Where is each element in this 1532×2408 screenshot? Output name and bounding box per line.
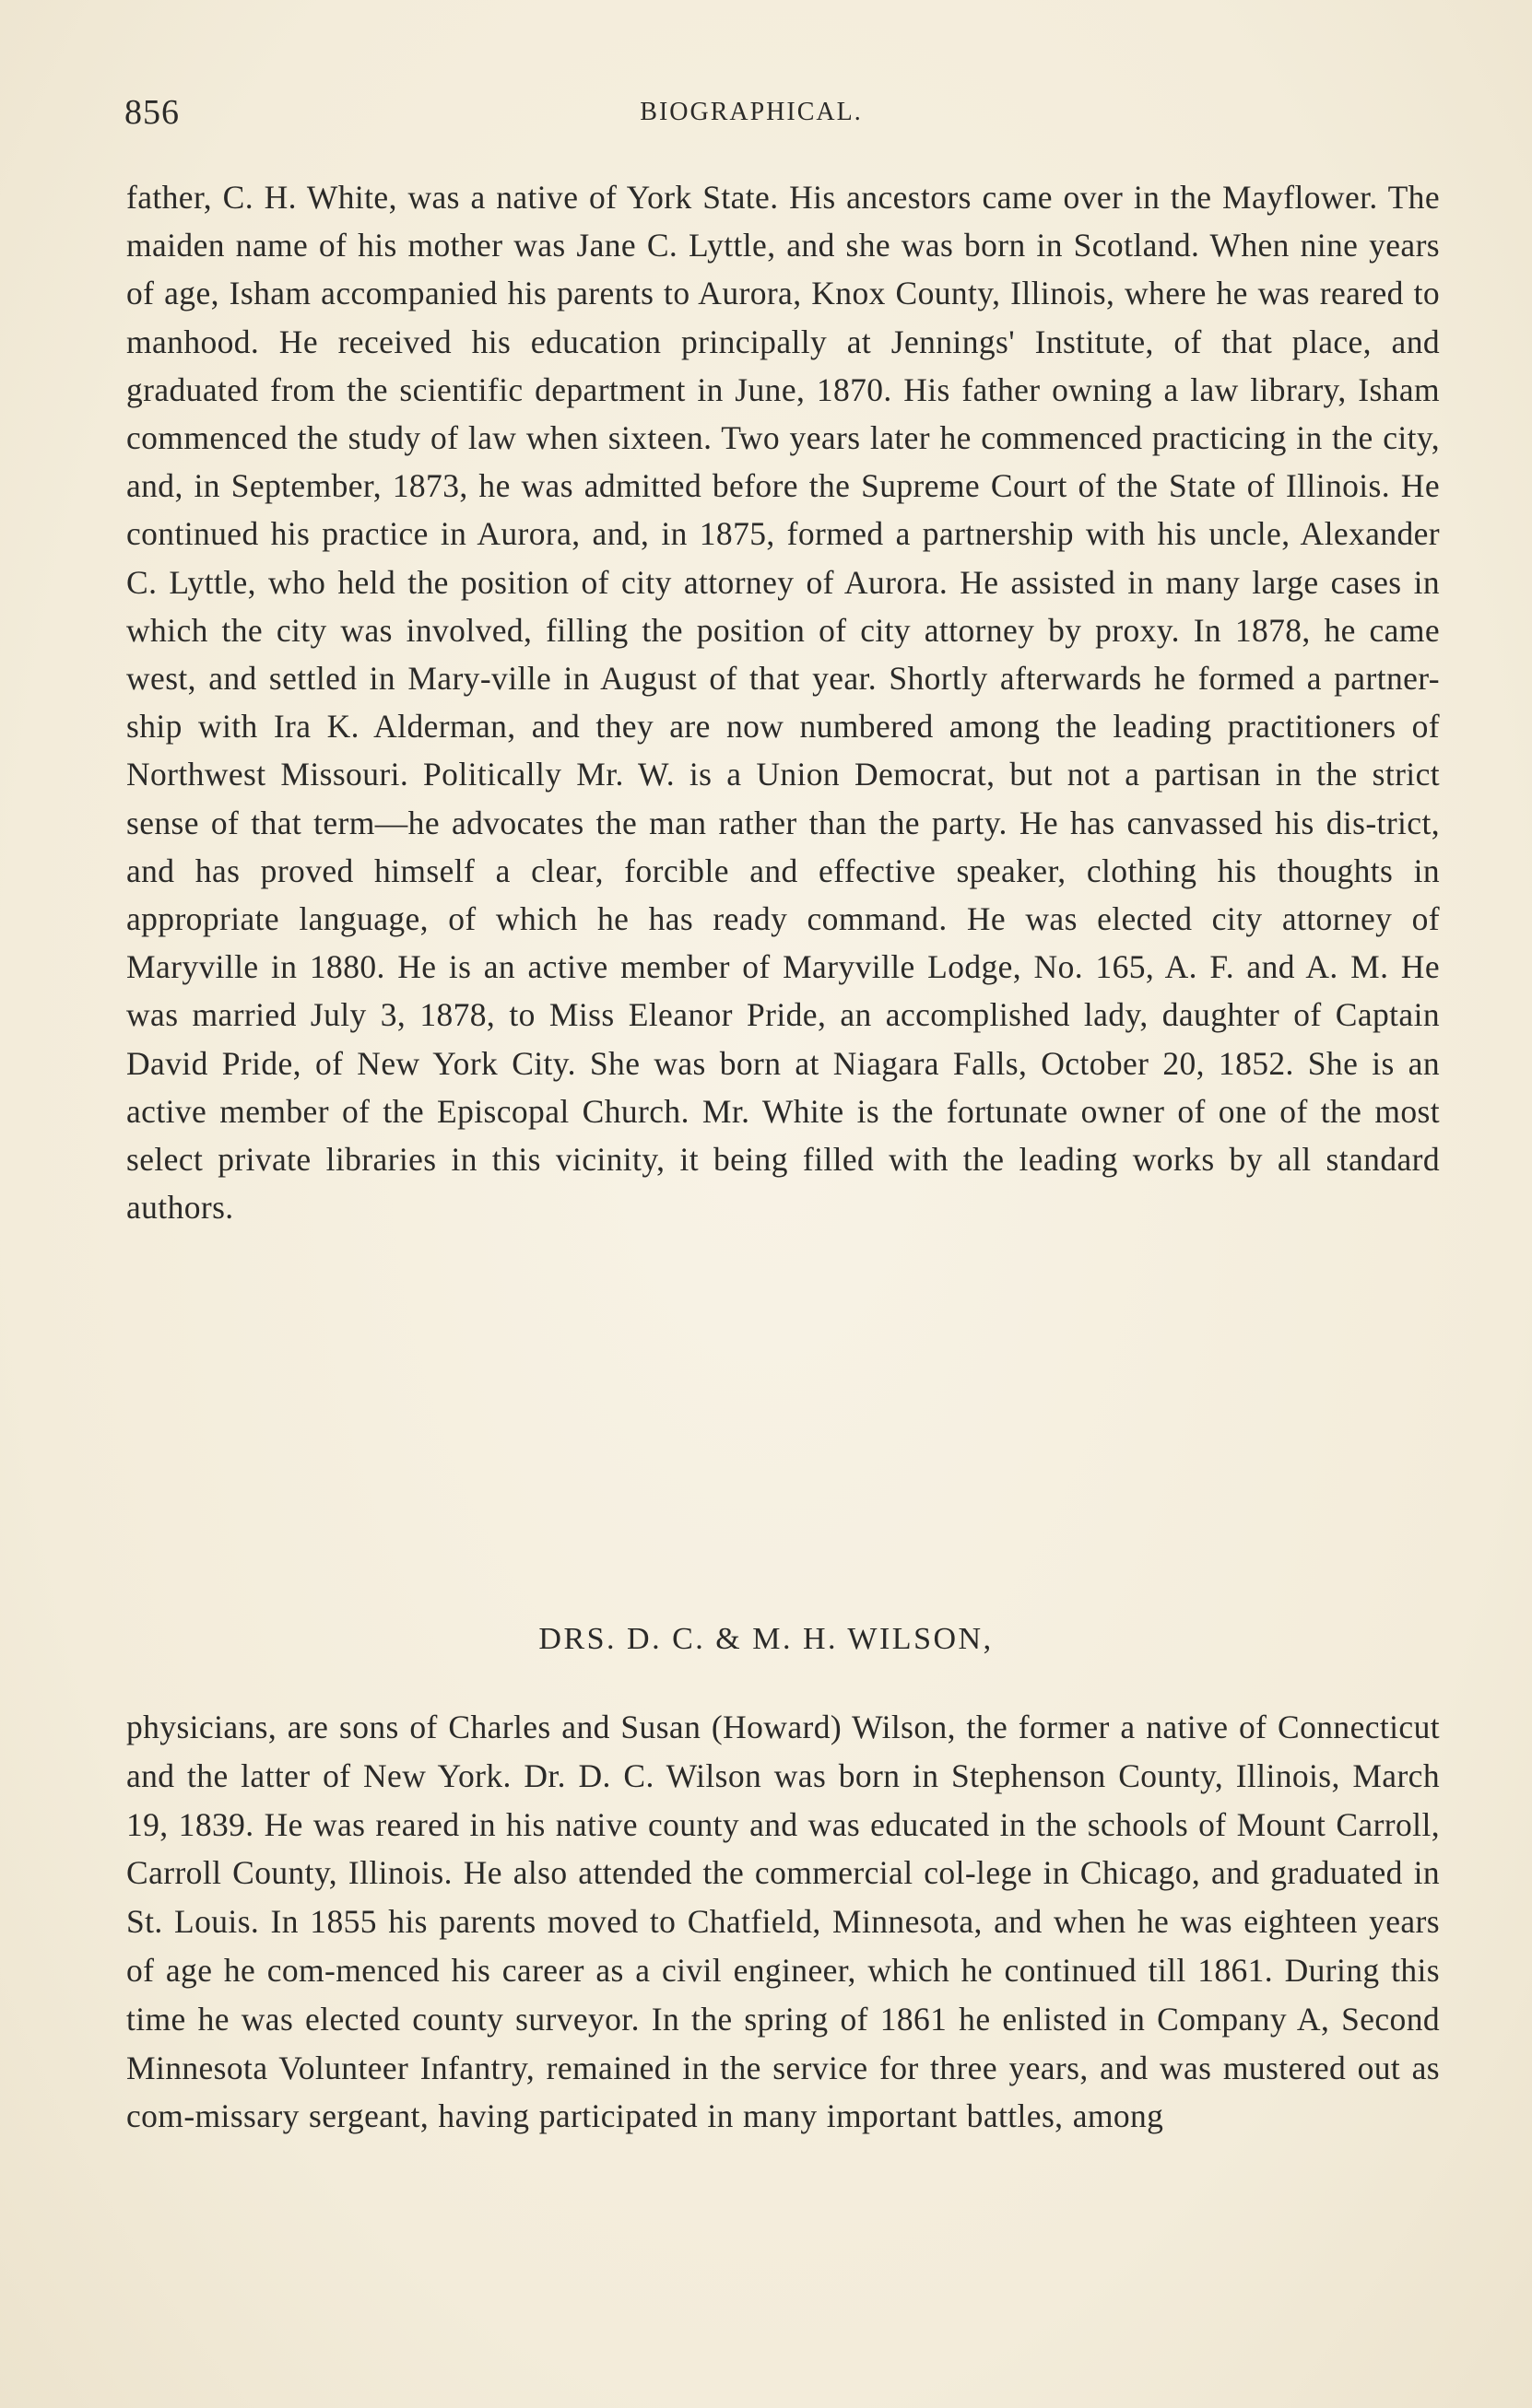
running-head: BIOGRAPHICAL. [640,98,863,126]
page-number: 856 [124,93,180,132]
biography-paragraph-wilson: physicians, are sons of Charles and Susan (Howard) Wilson, the former a native of Connecticut and the latter of New York. Dr. D. C. Wilson was born in Stephenson County, Illinois, March 19, 1839. He was reared in his native county and was educated in the schools of Mount Carroll, Carroll County, Illinois. He also attended the commercial col-lege in Chicago, and graduated in St. Louis. In 1855 his parents moved to Chatfield, Minnesota, and when he was eighteen years of age he com-menced his career as a civil engineer, which he continued till 1861. During this time he was elected county surveyor. In the spring of 1861 he enlisted in Company A, Second Minnesota Volunteer Infantry, remained in the service for three years, and was mustered out as com-missary sergeant, having participated in many important battles, among [126,1709,1440,2135]
biography-paragraph-white: father, C. H. White, was a native of York State. His ancestors came over in the Mayflower. The maiden name of his mother was Jane C. Lyttle, and she was born in Scotland. When nine years of age, Isham accompanied his parents to Aurora, Knox County, Illinois, where he was reared to manhood. He received his education principally at Jennings' Institute, of that place, and graduated from the scientific department in June, 1870. His father owning a law library, Isham commenced the study of law when sixteen. Two years later he commenced practicing in the city, and, in September, 1873, he was admitted before the Supreme Court of the State of Illinois. He continued his practice in Aurora, and, in 1875, formed a partnership with his uncle, Alexander C. Lyttle, who held the position of city attorney of Aurora. He assisted in many large cases in which the city was involved, filling the position of city attorney by proxy. In 1878, he came west, and settled in Mary-ville in August of that year. Shortly afterwards he formed a partner-ship with Ira K. Alderman, and they are now numbered among the leading practitioners of Northwest Missouri. Politically Mr. W. is a Union Democrat, but not a partisan in the strict sense of that term—he advocates the man rather than the party. He has canvassed his dis-trict, and has proved himself a clear, forcible and effective speaker, clothing his thoughts in appropriate language, of which he has ready command. He was elected city attorney of Maryville in 1880. He is an active member of Maryville Lodge, No. 165, A. F. and A. M. He was married July 3, 1878, to Miss Eleanor Pride, an accomplished lady, daughter of Captain David Pride, of New York City. She was born at Niagara Falls, October 20, 1852. She is an active member of the Episcopal Church. Mr. White is the fortunate owner of one of the most select private libraries in this vicinity, it being filled with the leading works by all standard authors. [126,179,1440,1227]
section-title: DRS. D. C. & M. H. WILSON, [538,1622,994,1656]
page-header [124,92,1433,138]
